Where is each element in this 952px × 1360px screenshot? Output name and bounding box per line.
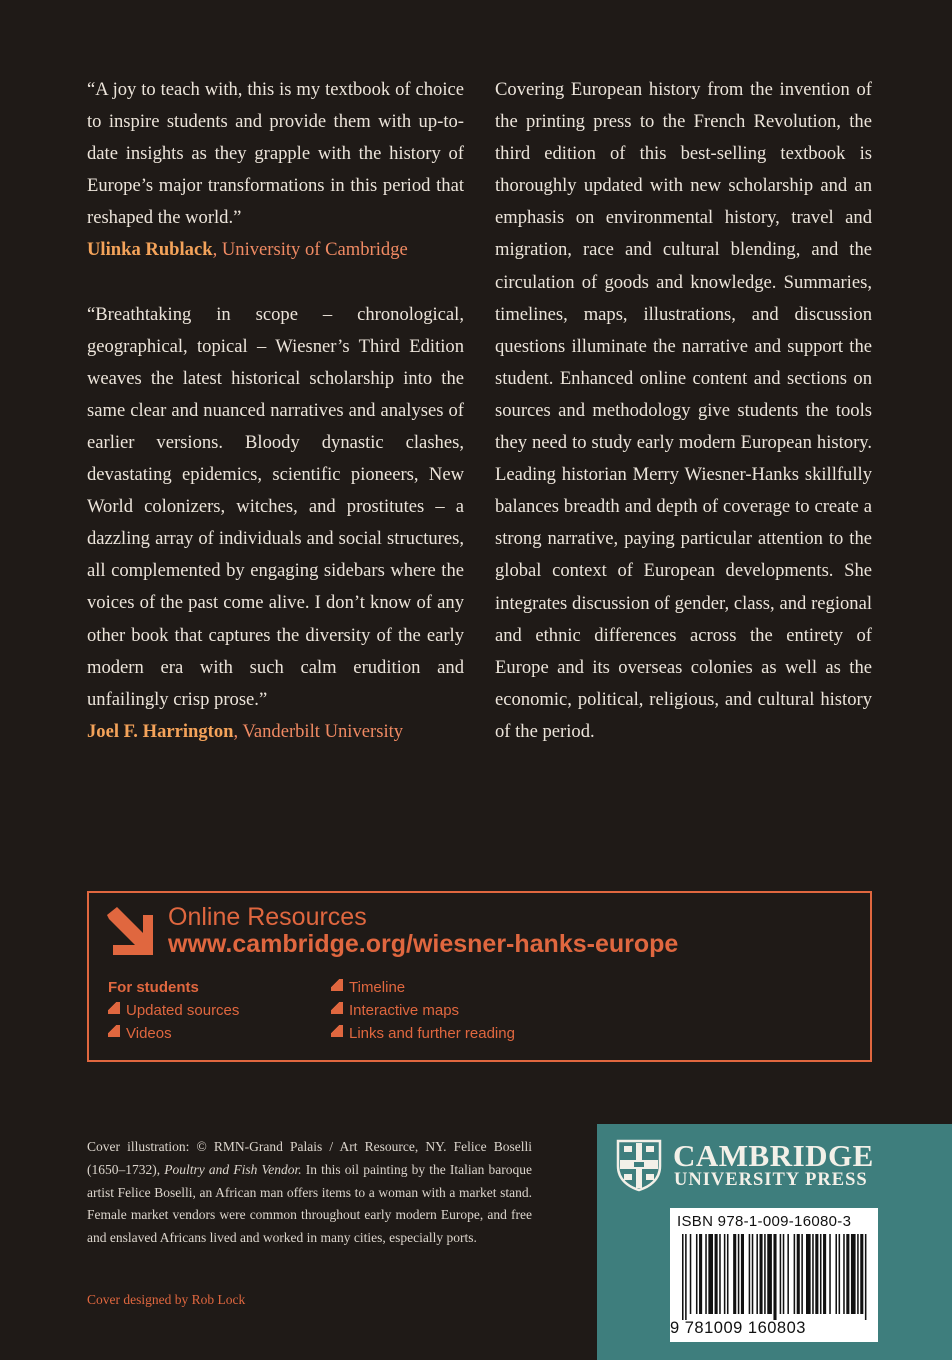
barcode-bar: [741, 1234, 744, 1314]
barcode-bar: [733, 1234, 736, 1314]
barcode-bar: [843, 1234, 845, 1314]
reviewer-affiliation-2: , Vanderbilt University: [233, 720, 404, 742]
resource-item-timeline: Timeline: [331, 976, 515, 999]
book-description: Covering European history from the invention of the printing press to the French Revolution, the third edition of this best-selling textbook is thoroughly updated with new scholarship and an emphasis on environmental history, travel and migration, race and cultural blending, and the circulation of goods and knowledge. Summaries, timelines, maps, illustrations, and discussion questions illuminate the narrative and support the student. Enhanced online content and sections on sources and methodology give students the tools they need to study early modern European history. Leading historian Merry Wiesner-Hanks skillfully balances breadth and depth of coverage to create a strong narrative, paying particular attention to the global context of European developments. She integrates discussion of gender, class, and regional and ethnic differences across the entirety of Europe and its overseas colonies as well as the economic, political, religious, and cultural history of the period.: [495, 79, 872, 742]
barcode-bar: [829, 1234, 831, 1314]
barcode-bar: [724, 1234, 726, 1314]
barcode-bar: [773, 1234, 776, 1320]
barcode-bar: [749, 1234, 751, 1314]
arrow-down-right-icon: [107, 905, 157, 957]
barcode-bar: [783, 1234, 785, 1314]
barcode-bar: [801, 1234, 803, 1314]
barcode-bar: [696, 1234, 698, 1314]
barcode-bar: [682, 1234, 684, 1320]
resources-list-extra: [331, 976, 515, 1045]
online-resources-url[interactable]: www.cambridge.org/wiesner-hanks-europe: [168, 930, 679, 958]
review-text-2: “Breathtaking in scope – chronological, geographical, topical – Wiesner’s Third Edition weaves the latest historical scholarship into the same clear and nuanced narratives and analyses of earlier versions. Bloody dynastic clashes, devastating epidemics, scientific pioneers, New World colonizers, witches, and prostitutes – a dazzling array of individuals and social structures, all complemented by engaging sidebars where the voices of the past come alive. I don’t know of any other book that captures the diversity of the early modern era with such calm erudition and unfailingly crisp prose.”: [87, 303, 464, 710]
barcode-bar: [780, 1234, 782, 1314]
resources-heading: For students: [108, 979, 199, 996]
publisher-name: CAMBRIDGE: [673, 1138, 874, 1173]
online-resources-title: Online Resources: [168, 903, 367, 931]
barcode-bar: [823, 1234, 826, 1314]
barcode-bar: [860, 1234, 863, 1314]
resource-item-videos: Videos: [108, 1022, 239, 1045]
barcode-bar: [797, 1234, 800, 1314]
review-attribution-1: [87, 234, 464, 266]
barcode-bar: [685, 1234, 687, 1320]
review-quote-1: [87, 74, 464, 267]
barcode-bar: [857, 1234, 859, 1314]
cambridge-shield-icon: [615, 1138, 663, 1192]
barcode-bar: [760, 1234, 763, 1314]
barcode-bar: [767, 1234, 772, 1314]
barcode-bar: [738, 1234, 740, 1314]
resources-list-students: [108, 976, 239, 1045]
barcode-bar: [719, 1234, 721, 1314]
cover-credit-part-b: In this oil painting by the Italian baroque artist Felice Boselli, an African man offers items to a woman with a market stand. Female market vendors were common throughout early modern Europe, and free and enslaved Africans lived and worked in many cities, especially ports.: [87, 1161, 533, 1246]
painting-title: Poultry and Fish Vendor.: [164, 1161, 302, 1177]
barcode-bar: [835, 1234, 837, 1314]
barcode-bar: [727, 1234, 729, 1314]
barcode-bar: [806, 1234, 811, 1314]
barcode-bar: [839, 1234, 841, 1314]
barcode-bars: [672, 1234, 876, 1320]
reviewer-name-2: Joel F. Harrington: [87, 720, 234, 742]
barcode-bar: [715, 1234, 718, 1314]
cover-designer-credit: Cover designed by Rob Lock: [87, 1292, 246, 1307]
reviewer-affiliation-1: , University of Cambridge: [212, 239, 408, 261]
barcode-bar: [851, 1234, 856, 1314]
review-text-1: “A joy to teach with, this is my textbook of choice to inspire students and provide them with up-to-date insights as they grapple with the history of Europe’s major transformations in this period that reshaped the world.”: [87, 79, 464, 229]
review-attribution-2: [87, 716, 464, 748]
barcode-bar: [764, 1234, 766, 1314]
online-resources-box: [87, 891, 872, 1062]
barcode-bar: [787, 1234, 789, 1314]
reviews-column: [87, 74, 464, 780]
review-quote-2: [87, 299, 464, 748]
publisher-panel: [597, 1124, 952, 1360]
reviewer-name-1: Ulinka Rublack: [87, 239, 213, 261]
resource-item-links: Links and further reading: [331, 1022, 515, 1045]
barcode-bar: [756, 1234, 758, 1314]
barcode-bar: [690, 1234, 692, 1314]
barcode-bar: [865, 1234, 867, 1320]
barcode-bar: [846, 1234, 849, 1314]
barcode-digits: 9 781009 160803: [670, 1319, 806, 1337]
barcode-bar: [812, 1234, 814, 1314]
cover-illustration-credit: [87, 1136, 532, 1250]
barcode-bar: [705, 1234, 707, 1314]
publisher-subname: UNIVERSITY PRESS: [674, 1170, 868, 1190]
resource-item-updated-sources: Updated sources: [108, 999, 239, 1022]
isbn-barcode: [670, 1208, 878, 1342]
barcode-bar: [820, 1234, 822, 1314]
barcode-bar: [752, 1234, 754, 1314]
isbn-text: ISBN 978-1-009-16080-3: [677, 1213, 852, 1230]
resource-item-interactive-maps: Interactive maps: [331, 999, 515, 1022]
barcode-bar: [815, 1234, 818, 1314]
cover-credit-part-a: Cover illustration: © RMN-Grand Palais / Art Resource, NY. Felice Boselli (1650–1732),: [87, 1139, 532, 1177]
barcode-bar: [699, 1234, 702, 1314]
barcode-bar: [708, 1234, 713, 1314]
barcode-bar: [794, 1234, 796, 1314]
